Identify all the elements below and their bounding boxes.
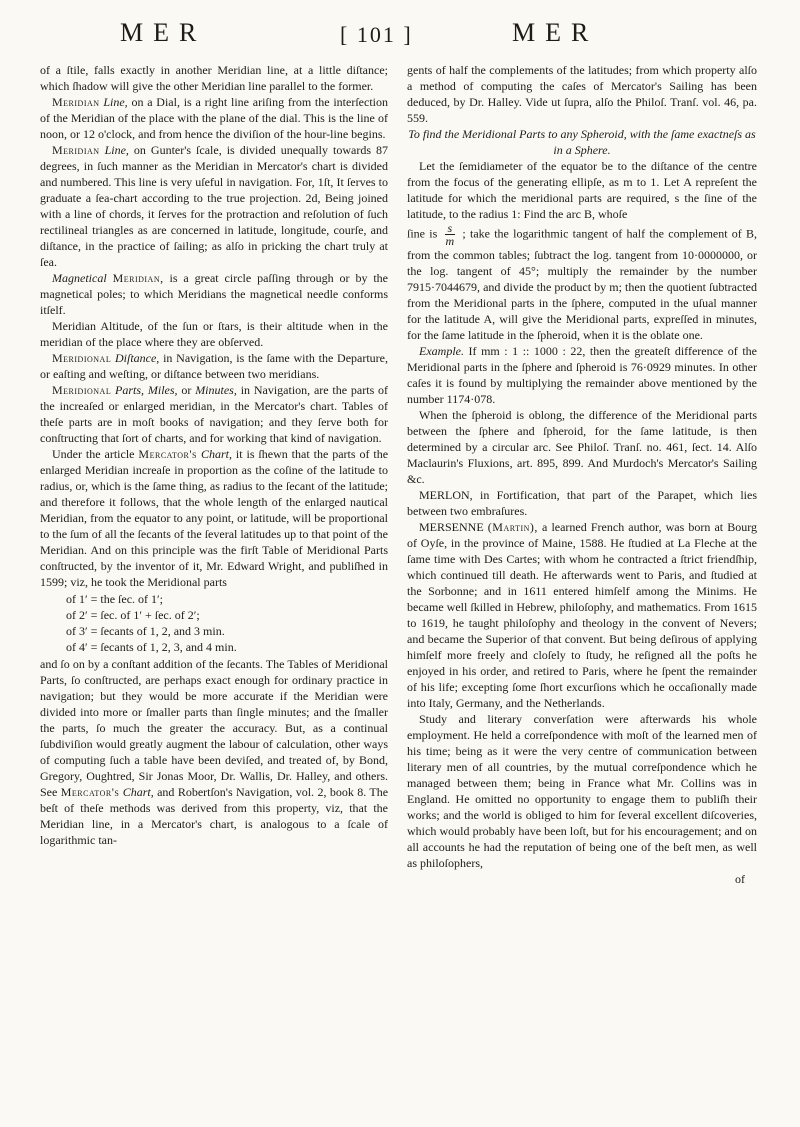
right-column <box>407 62 757 887</box>
entry-mersenne: MERSENNE (Martin), a learned French author, was born at Bourg of Oyſe, in the province of Maine, 1588. He ſtudied at La Fleche at the ſame time with Des Cartes; with whom he contracted a ſtrict friendſhip, which continued till death. He afterwards went to Paris, and ſtudied at the Sorbonne; and in 1611 entered himſelf among the Minims. He became well ſkilled in Hebrew, philoſophy, and mathematics. From 1615 to 1619, he taught philoſophy and theology in the convent of Nevers; and became the Superior of that convent. But being deſirous of applying himſelf more freely and cloſely to ſtudy, he reſigned all the poſts he enjoyed in his order, and retired to Paris, where he ſpent the remainder of his life; excepting ſome ſhort excurſions which he occaſionally made into Italy, Germany, and the Netherlands. <box>407 520 758 710</box>
entry-meridian-line-dial: Meridian Line, on a Dial, is a right line ariſing from the interſection of the Meridian of the place with the plane of the dial. This is the line of noon, or 12 o'clock, and from hence the diviſion of the hour-line begins. <box>40 95 388 141</box>
equation: of 4′ = ſecants of 1, 2, 3, and 4 min. <box>66 640 237 654</box>
entry-meridian-line-gunter: Meridian Line, on Gunter's ſcale, is divided unequally towards 87 degrees, in ſuch manner as the Meridian in Mercator's chart is divided and numbered. This line is very uſeful in navigation. For, 1ſt, It ſerves to graduate a ſea-chart according to the true projection. 2d, Being joined with a line of chords, it ſerves for the protraction and reſolution of ſuch rectilineal triangles as are concerned in latitude, longitude, courſe, and diſtance, in the practice of ſailing; as alſo in pricking the chart truly at ſea. <box>40 143 388 269</box>
paragraph: gents of half the complements of the latitudes; from which property alſo a method of computing the caſes of Mercator's Sailing has been deduced, by Dr. Halley. Vide ut ſupra, alſo the Philoſ. Tranſ. vol. 46, pa. 559. <box>407 63 757 125</box>
header-left: MER <box>120 18 207 47</box>
entry-meridian-altitude: Meridian Altitude, of the ſun or ſtars, is their altitude when in the meridian of the place where they are obſerved. <box>40 319 388 349</box>
paragraph-mercator-chart: Under the article Mercator's Chart, it is ſhewn that the parts of the enlarged Meridian increaſe in proportion as the coſine of the latitude to radius, or, which is the ſame thing, as radius to the ſecant of the latitude; and therefore it follows, that the whole length of the enlarged nautical Meridian, from the equator to any point, or latitude, will be proportional to the ſum of all the ſecants of the ſeveral latitudes up to that point of the Meridian. And on this principle was the firſt Table of Meridional Parts conſtructed, by the inventor of it, Mr. Edward Wright, and publiſhed in 1599; viz, he took the Meridional parts <box>40 447 389 589</box>
header-right: MER <box>512 18 599 47</box>
paragraph-tables: and ſo on by a conſtant addition of the ſecants. The Tables of Meridional Parts, ſo conſtructed, are perhaps exact enough for ordinary practice in navigation; but they would be more accurate if the Meridian were divided into more or ſmaller parts than ſingle minutes; and the ſmaller the parts, ſo much the greater the accuracy. But, as a continual ſubdiviſion would greatly augment the labour of calculation, other ways of computing ſuch a table have been deviſed, and treated of, by Bond, Gregory, Oughtred, Sir Jonas Moor, Dr. Wallis, Dr. Halley, and others. See Mercator's Chart, and Robertſon's Navigation, vol. 2, book 8. The beſt of theſe methods was derived from this property, viz, that the Meridian line, in a Mercator's chart, is analogous to a ſcale of logarithmic tan- <box>40 657 389 847</box>
paragraph: When the ſpheroid is oblong, the difference of the Meridional parts between the ſphere and ſpheroid, for the ſame latitude, is then determined by a circular arc. See Philoſ. Tranſ. no. 461, ſect. 14. Alſo Maclaurin's Fluxions, art. 895, 899. And Murdoch's Mercator's Sailing &c. <box>407 408 757 486</box>
entry-merlon: MERLON, in Fortification, that part of the Parapet, which lies between two embraſures. <box>407 488 758 518</box>
left-column <box>40 62 388 848</box>
paragraph: of a ſtile, falls exactly in another Meridian line, at a little diſtance; which ſhadow will give the other Meridian line parallel to the former. <box>40 63 388 93</box>
fraction: $\frac{s}{m}$ <box>445 221 455 248</box>
equation: of 2′ = ſec. of 1′ + ſec. of 2′; <box>66 608 200 622</box>
equation: of 3′ = ſecants of 1, 2, and 3 min. <box>66 624 225 638</box>
section-heading: To find the Meridional Parts to any Spheroid, with the ſame exactneſs as in a Sphere. <box>408 127 756 157</box>
entry-magnetical-meridian: Magnetical Meridian, is a great circle paſſing through or by the magnetical poles; to which Meridians the magnetical needle conforms itſelf. <box>40 271 389 317</box>
paragraph-example: Example. If mm : 1 :: 1000 : 22, then the greateſt difference of the Meridional parts in the ſphere and ſpheroid is 76·0929 minutes. In other caſes it is found by multiplying the remainder above mentioned by the number 1174·078. <box>407 344 757 406</box>
paragraph: Let the ſemidiameter of the equator be to the diſtance of the centre from the focus of the generating ellipſe, as m to 1. Let A repreſent the latitude for which the meridional parts are required, s the ſine of the latitude, to the radius 1: Find the arc B, whoſe <box>407 159 757 221</box>
secant-equations <box>66 591 388 655</box>
page-number: [ 101 ] <box>340 22 413 47</box>
catchword: of <box>735 872 745 886</box>
paragraph-with-fraction: ſine is $\frac{s}{m}$ ; take the logarithmic tangent of half the complement of B, from the common tables; ſubtract the log. tangent from 10·0000000, or the log. tangent of 45°; multiply the remainder by the number 7915·7044679, and divide the product by m; then the quotient ſubtracted from the Meridional parts in the ſphere, computed in the uſual manner for the latitude A, will give the Meridional parts, expreſſed in minutes, for the ſame latitude in the ſpheroid, when it is the oblate one. <box>407 221 758 342</box>
paragraph: Study and literary converſation were afterwards his whole employment. He held a correſpondence with moſt of the learned men of his time; being as it were the very centre of communication between literary men of all countries, by the mutual correſpondence which he managed between them; being in France what Mr. Collins was in England. He omitted no opportunity to engage them to publiſh their works; and the world is obliged to him for ſeveral excellent diſcoveries, which would probably have been loſt, but for his encouragement; and on all accounts he had the reputation of being one of the beſt men, as well as philoſophers, <box>407 712 757 870</box>
running-header <box>0 18 800 62</box>
entry-meridional-parts: Meridional Parts, Miles, or Minutes, in Navigation, are the parts of the increaſed or enlarged meridian, in the Mercator's chart. Tables of theſe parts are in moſt books of navigation; and they ſerve both for conſtructing that ſort of charts, and for working that kind of navigation. <box>40 383 389 445</box>
entry-meridional-distance: Meridional Diſtance, in Navigation, is the ſame with the Departure, or eaſting and weſting, or diſtance between two meridians. <box>40 351 389 381</box>
equation: of 1′ = the ſec. of 1′; <box>66 592 163 606</box>
